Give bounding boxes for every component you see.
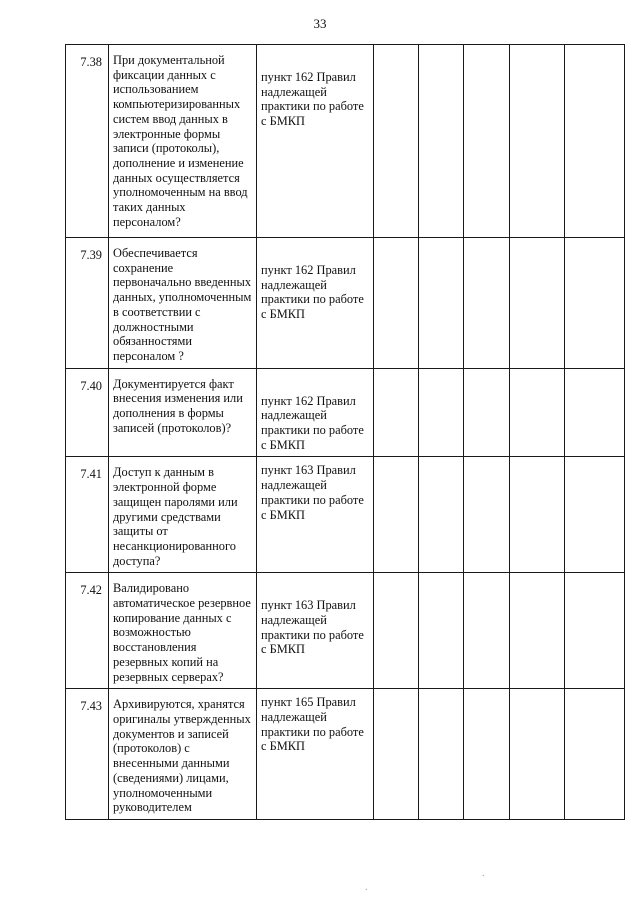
table-row [66, 368, 625, 457]
answer-cell-note[interactable] [510, 368, 565, 457]
answer-cell-na[interactable] [464, 457, 510, 573]
answer-cell-comment[interactable] [565, 457, 625, 573]
answer-cell-yes[interactable] [374, 573, 419, 689]
table-row [66, 573, 625, 689]
reference-text: пункт 162 Правил надлежащей практики по работе с БМКП [261, 393, 364, 452]
row-number: 7.41 [80, 467, 102, 482]
row-number-cell [66, 45, 109, 238]
row-number-cell [66, 689, 109, 820]
answer-cell-note[interactable] [510, 573, 565, 689]
reference-cell [257, 457, 374, 573]
row-number-cell [66, 368, 109, 457]
answer-cell-no[interactable] [419, 689, 464, 820]
answer-cell-note[interactable] [510, 457, 565, 573]
page-number: 33 [313, 16, 327, 31]
row-number: 7.39 [80, 248, 102, 262]
answer-cell-comment[interactable] [565, 238, 625, 369]
answer-cell-na[interactable] [464, 45, 510, 238]
question-text: Валидировано автоматическое резервное копирование данных с возможностью восстановления резервных копий на резервных серверах? [113, 581, 251, 684]
answer-cell-comment[interactable] [565, 573, 625, 689]
answer-cell-yes[interactable] [374, 457, 419, 573]
answer-cell-note[interactable] [510, 238, 565, 369]
row-number: 7.42 [80, 583, 102, 598]
reference-text: пункт 163 Правил надлежащей практики по работе с БМКП [261, 463, 364, 522]
answer-cell-na[interactable] [464, 368, 510, 457]
reference-cell [257, 368, 374, 457]
row-number: 7.40 [80, 378, 102, 393]
question-cell [109, 457, 257, 573]
answer-cell-no[interactable] [419, 368, 464, 457]
answer-cell-comment[interactable] [565, 45, 625, 238]
table-row [66, 689, 625, 820]
question-cell [109, 368, 257, 457]
row-number-cell [66, 457, 109, 573]
question-text: Архивируются, хранятся оригиналы утвержденных документов и записей (протоколов) с внесенными данными (сведениями) лицами, уполномоченными руководителем [113, 697, 251, 815]
answer-cell-no[interactable] [419, 573, 464, 689]
answer-cell-na[interactable] [464, 573, 510, 689]
reference-cell [257, 573, 374, 689]
table-row [66, 238, 625, 369]
answer-cell-note[interactable] [510, 689, 565, 820]
reference-cell [257, 689, 374, 820]
question-text: При документальной фиксации данных с использованием компьютеризированных систем ввод данных в электронные формы записи (протоколы), дополнение и изменение данных осуществляется уполномоченным на ввод таких данных персоналом? [113, 53, 248, 229]
answer-cell-comment[interactable] [565, 689, 625, 820]
scan-artifact: . [482, 868, 485, 879]
reference-text: пункт 163 Правил надлежащей практики по работе с БМКП [261, 598, 364, 657]
answer-cell-yes[interactable] [374, 45, 419, 238]
row-number: 7.43 [80, 699, 102, 714]
question-cell [109, 573, 257, 689]
reference-text: пункт 165 Правил надлежащей практики по работе с БМКП [261, 695, 364, 754]
answer-cell-no[interactable] [419, 238, 464, 369]
answer-cell-no[interactable] [419, 457, 464, 573]
reference-text: пункт 162 Правил надлежащей практики по работе с БМКП [261, 70, 364, 129]
answer-cell-no[interactable] [419, 45, 464, 238]
answer-cell-yes[interactable] [374, 368, 419, 457]
row-number-cell [66, 573, 109, 689]
question-text: Доступ к данным в электронной форме защищен паролями или другими средствами защиты от несанкционированного доступа? [113, 465, 238, 568]
question-cell [109, 45, 257, 238]
reference-cell [257, 238, 374, 369]
reference-cell [257, 45, 374, 238]
answer-cell-comment[interactable] [565, 368, 625, 457]
table-row [66, 457, 625, 573]
question-cell [109, 238, 257, 369]
row-number: 7.38 [80, 55, 102, 69]
question-text: Документируется факт внесения изменения или дополнения в формы записей (протоколов)? [113, 376, 243, 435]
answer-cell-note[interactable] [510, 45, 565, 238]
checklist-table [65, 44, 625, 820]
question-cell [109, 689, 257, 820]
reference-text: пункт 162 Правил надлежащей практики по работе с БМКП [261, 263, 364, 322]
row-number-cell [66, 238, 109, 369]
question-text: Обеспечивается сохранение первоначально введенных данных, уполномоченным в соответствии с должностными обязанностями персоналом ? [113, 246, 252, 363]
answer-cell-na[interactable] [464, 238, 510, 369]
table-row [66, 45, 625, 238]
answer-cell-yes[interactable] [374, 689, 419, 820]
scan-artifact: . [365, 882, 368, 893]
answer-cell-yes[interactable] [374, 238, 419, 369]
answer-cell-na[interactable] [464, 689, 510, 820]
